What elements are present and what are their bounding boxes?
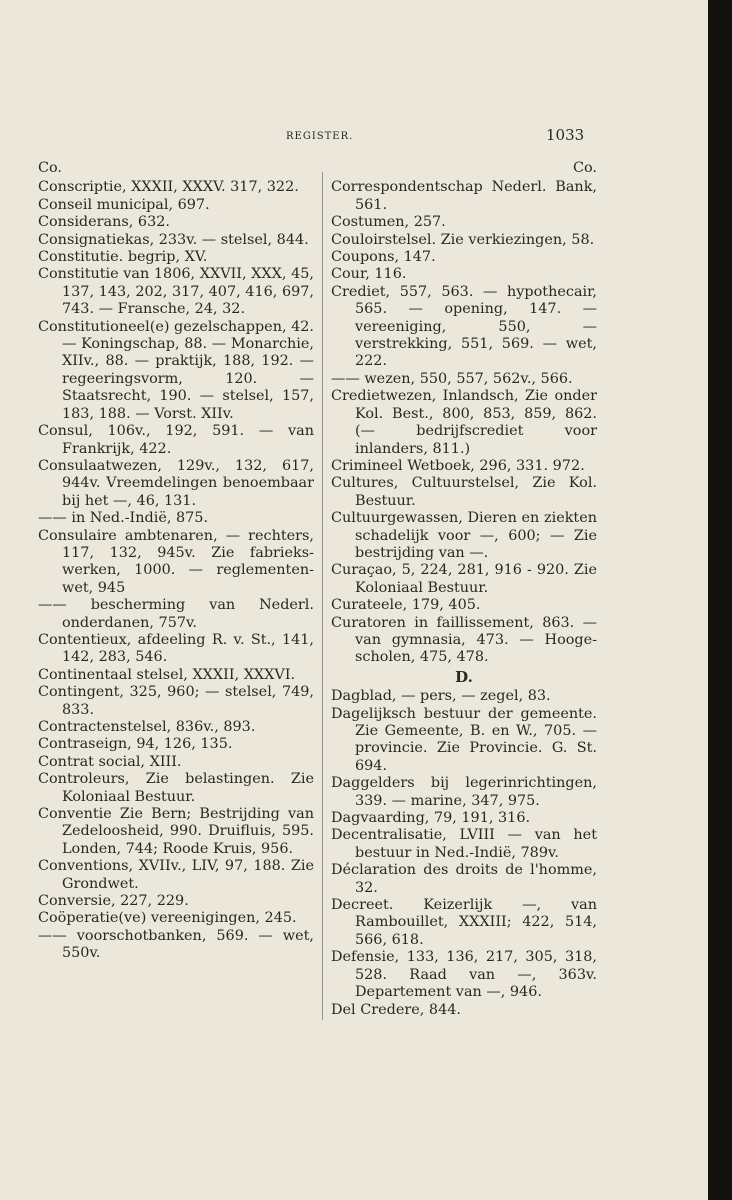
index-entry: Costumen, 257. <box>331 214 446 231</box>
index-entry: Dagblad, — pers, — zegel, 83. <box>331 688 551 705</box>
index-entry: Defensie, 133, 136, 217, 305, 318, 528. Raad van —, 363v. Departement van —, 946. <box>331 949 597 1001</box>
column-divider <box>322 172 323 1020</box>
index-entry: Cultuurgewassen, Dieren en ziekten schadelijk voor —, 600; — Zie bestrijding van —. <box>331 510 597 561</box>
index-entry: Cour, 116. <box>331 266 407 283</box>
index-entry: —— wezen, 550, 557, 562v., 566. <box>331 370 573 387</box>
page-number: 1033 <box>546 126 585 144</box>
index-entry: Constitutioneel(e) gezelschappen, 42. — Koningschap, 88. — Monarchie, XIIv., 88. — praktijk, 188, 192. — regeeringsvorm, 120. — Staatsrecht, 190. — stelsel, 157, 183, 188. — Vorst. XIIv. <box>38 318 315 422</box>
index-entry: Del Credere, 844. <box>331 1001 461 1018</box>
index-entry: Curaçao, 5, 224, 281, 916 - 920. Zie Koloniaal Bestuur. <box>331 562 597 596</box>
index-entry: Consulaire ambtenaren, — rechters, 117, 132, 945v. Zie fabrieks-werken, 1000. — reglementen-wet, 945 <box>38 527 314 596</box>
right-entries-d <box>331 688 597 1019</box>
right-column <box>331 158 597 1019</box>
index-entry: Contractenstelsel, 836v., 893. <box>38 719 256 735</box>
index-entry: Consul, 106v., 192, 591. — van Frankrijk, 422. <box>38 423 314 457</box>
index-entry: Conscriptie, XXXII, XXXV. 317, 322. <box>38 179 299 196</box>
index-entry: —— voorschotbanken, 569. — wet, 550v. <box>38 927 314 962</box>
index-entry: Contrat social, XIII. <box>38 753 182 770</box>
index-entry: Contingent, 325, 960; — stelsel, 749, 833. <box>38 684 314 718</box>
index-entry: Decreet. Keizerlijk —, van Rambouillet, XXXIII; 422, 514, 566, 618. <box>331 897 597 948</box>
index-entry: Crimineel Wetboek, 296, 331. 972. <box>331 457 585 474</box>
section-heading-co: Co. <box>38 160 62 176</box>
book-binding-edge <box>708 0 732 1200</box>
running-head: REGISTER. <box>286 131 354 142</box>
index-entry: Constitutie van 1806, XXVII, XXX, 45, 137, 143, 202, 317, 407, 416, 697, 743. — Fransche, 24, 32. <box>38 266 314 318</box>
index-entry: Considerans, 632. <box>38 214 170 231</box>
index-entry: Constitutie. begrip, XV. <box>38 249 208 266</box>
index-entry: Conversie, 227, 229. <box>38 893 189 910</box>
index-entry: Déclaration des droits de l'homme, 32. <box>331 862 597 896</box>
index-entry: Conventie Zie Bern; Bestrijding van Zedeloosheid, 990. Druifluis, 595. Londen, 744; Roode Kruis, 956. <box>38 806 314 857</box>
index-entry: Controleurs, Zie belastingen. Zie Koloniaal Bestuur. <box>38 771 314 805</box>
index-entry: Correspondentschap Nederl. Bank, 561. <box>331 179 597 213</box>
left-column <box>38 158 314 963</box>
index-entry: Conseil municipal, 697. <box>38 196 210 213</box>
index-entry: Dagvaarding, 79, 191, 316. <box>331 810 531 827</box>
index-entry: Coöperatie(ve) vereenigingen, 245. <box>38 910 297 927</box>
index-entry: Cultures, Cultuurstelsel, Zie Kol. Bestuur. <box>331 475 597 509</box>
index-entry: Couloirstelsel. Zie verkiezingen, 58. <box>331 231 595 248</box>
left-entries <box>38 179 314 962</box>
index-entry: Consignatiekas, 233v. — stelsel, 844. <box>38 231 309 248</box>
section-heading-co-right: Co. <box>573 160 597 176</box>
index-entry: —— bescherming van Nederl. onderdanen, 757v. <box>38 597 314 631</box>
index-entry: Dagelijksch bestuur der gemeente. Zie Gemeente, B. en W., 705. — provincie. Zie Provincie. G. St. 694. <box>331 705 597 774</box>
index-entry: Credietwezen, Inlandsch, Zie onder Kol. Best., 800, 853, 859, 862. (— bedrijfscrediet voor inlanders, 811.) <box>331 388 597 457</box>
index-entry: Curatoren in faillissement, 863. — van gymnasia, 473. — Hooge-scholen, 475, 478. <box>331 614 597 666</box>
index-entry: —— in Ned.-Indië, 875. <box>38 510 209 527</box>
index-entry: Crediet, 557, 563. — hypothecair, 565. — opening, 147. — vereeniging, 550, — verstrekking, 551, 569. — wet, 222. <box>331 283 597 370</box>
index-entry: Daggelders bij legerinrichtingen, 339. — marine, 347, 975. <box>331 775 597 809</box>
index-entry: Conventions, XVIIv., LIV, 97, 188. Zie Grondwet. <box>38 858 314 892</box>
index-entry: Coupons, 147. <box>331 249 436 266</box>
index-entry: Continentaal stelsel, XXXII, XXXVI. <box>38 666 296 683</box>
index-entry: Decentralisatie, LVIII — van het bestuur in Ned.-Indië, 789v. <box>331 827 597 861</box>
index-entry: Consulaatwezen, 129v., 132, 617, 944v. Vreemdelingen benoembaar bij het —, 46, 131. <box>38 457 314 509</box>
section-heading-d: D. <box>455 667 473 686</box>
index-entry: Contraseign, 94, 126, 135. <box>38 736 233 753</box>
index-entry: Contentieux, afdeeling R. v. St., 141, 142, 283, 546. <box>38 631 314 666</box>
right-entries-co <box>331 179 597 666</box>
index-entry: Curateele, 179, 405. <box>331 597 481 614</box>
